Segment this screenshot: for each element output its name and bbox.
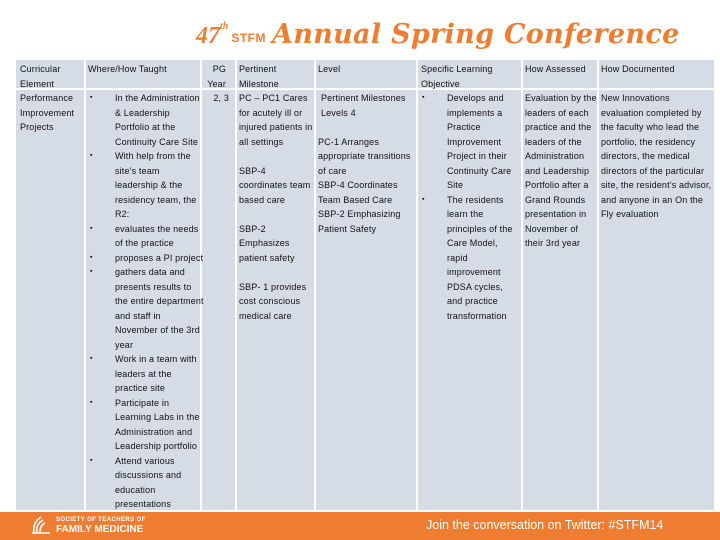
header-how-documented: How Documented [601, 64, 675, 74]
header-pertinent-milestone: Pertinent Milestone [239, 64, 279, 89]
cell-where-how-taught [88, 91, 204, 510]
level-item: SBP-4 Coordinates Team Based Care [318, 180, 398, 205]
cell-level [318, 91, 414, 236]
column-divider [84, 60, 86, 510]
list-item: ▪ In the Administration & Leadership Portfolio at the Continuity Care Site [88, 91, 204, 149]
header-divider [16, 88, 714, 90]
cell-curricular-element: Performance Improvement Projects [20, 93, 75, 132]
header-level: Level [318, 64, 341, 74]
stfm-emblem-icon [30, 514, 52, 536]
milestone-item: SBP-4 coordinates team based care [239, 165, 311, 205]
list-item: ▪ Work in a team with leaders at the practice site [88, 352, 204, 396]
cell-how-documented: New Innovations evaluation completed by the faculty who lead the portfolio, the residency directors, the medical directors of the particular site, the resident’s advisor, and anyone in an On the Fly evaluation [601, 93, 712, 219]
milestone-item: PC – PC1 Cares for acutely ill or injured patients in all settings [239, 93, 313, 147]
column-divider [235, 60, 237, 510]
header-pg-year: PG Year [207, 64, 226, 89]
list-item: ▪ With help from the site’s team leadership & the residency team, the R2: [88, 149, 204, 222]
cell-pg-year: 2, 3 [213, 93, 229, 103]
column-divider [521, 60, 523, 510]
list-item: ▪ proposes a PI project [88, 251, 204, 266]
column-divider [597, 60, 599, 510]
level-item: PC-1 Arranges appropriate transitions of care [318, 136, 411, 176]
cell-pertinent-milestone [239, 91, 313, 323]
level-item: SBP-2 Emphasizing Patient Safety [318, 209, 401, 234]
logo-title: Annual Spring Conference [272, 19, 680, 50]
list-item: ▪ Participate in Learning Labs in the Administration and Leadership portfolio [88, 396, 204, 454]
list-item: ▪ Develops and implements a Practice Improvement Project in their Continuity Care Site [420, 91, 520, 193]
curriculum-table [16, 60, 714, 510]
cell-specific-objective [420, 91, 520, 323]
column-divider [416, 60, 418, 510]
header-how-assessed: How Assessed [525, 64, 586, 74]
conference-logo [196, 8, 680, 48]
footer-bar [0, 512, 720, 540]
header-curricular-element: Curricular Element [20, 64, 61, 89]
milestone-item: SBP-2 Emphasizes patient safety [239, 223, 295, 263]
column-divider [314, 60, 316, 510]
header [0, 0, 720, 58]
list-item: ▪ evaluates the needs of the practice [88, 222, 204, 251]
logo-org: STFM [231, 31, 267, 45]
logo-number: 47th [196, 21, 229, 49]
cell-how-assessed: Evaluation by the leaders of each practice and the leaders of the Administration and Leadership Portfolio after a Grand Rounds presentation in November of their 3rd year [525, 93, 597, 248]
list-item: ▪ The residents learn the principles of the Care Model, rapid improvement PDSA cycles, and practice transformation [420, 193, 520, 324]
milestone-item: SBP- 1 provides cost conscious medical care [239, 281, 307, 321]
list-item: ▪ Attend various discussions and education presentations [88, 454, 204, 511]
header-specific-objective: Specific Learning Objective [421, 64, 493, 89]
header-where-how-taught: Where/How Taught [88, 64, 167, 74]
list-item: ▪ gathers data and presents results to the entire department and staff in November of the 3rd year [88, 265, 204, 352]
stfm-footer-logo [30, 514, 146, 536]
level-item: Pertinent Milestones Levels 4 [321, 93, 406, 118]
twitter-callout: Join the conversation on Twitter: #STFM14 [426, 518, 664, 532]
org-name: SOCIETY OF TEACHERS OF FAMILY MEDICINE [56, 517, 146, 535]
